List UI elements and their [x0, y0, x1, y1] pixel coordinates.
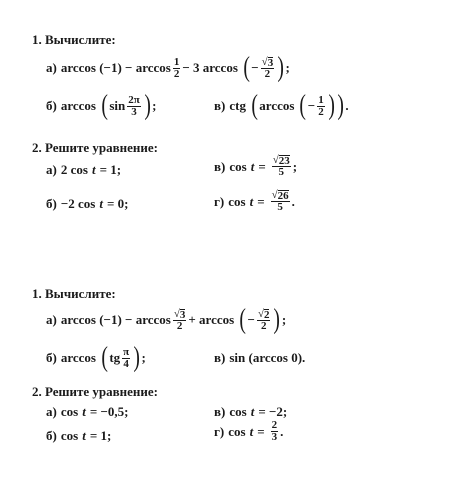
paren-close: ) [277, 52, 285, 83]
expr: 2 cos [60, 162, 88, 177]
numerator: 2 [271, 419, 278, 431]
var-t: t [249, 423, 254, 439]
label: а) [46, 404, 57, 419]
paren-open: ( [299, 90, 307, 121]
rhs: = 1; [99, 162, 122, 177]
numerator: √ 3 [173, 307, 186, 321]
paren-open: ( [251, 90, 258, 121]
var-t: t [249, 193, 254, 209]
end: ; [141, 350, 146, 365]
task-2v-b [214, 404, 287, 420]
denominator: 3 [131, 105, 137, 118]
label: б) [46, 350, 57, 365]
eq-sign: = [257, 423, 265, 439]
section-2-heading: 2. Решите уравнение: [32, 140, 159, 155]
expr: sin (arccos 0). [229, 350, 306, 365]
end: . [345, 98, 349, 113]
expr-part: arccos (−1) − arccos [60, 60, 171, 75]
radicand: 23 [278, 155, 290, 167]
var-t: t [82, 404, 86, 419]
label: а) [46, 162, 57, 177]
numerator: √ 2 [257, 307, 270, 321]
rhs: = 1; [89, 428, 112, 443]
task-1b-b [46, 344, 146, 372]
expr: cos [60, 404, 79, 419]
paren-close: ) [328, 90, 335, 121]
task-1b [46, 92, 156, 120]
end: . [280, 423, 284, 439]
minus: − [247, 312, 255, 327]
eq-sign: = [258, 158, 266, 174]
denominator: 2 [173, 67, 180, 80]
var-t: t [99, 196, 103, 211]
numerator: π [123, 345, 130, 358]
task-1a [46, 54, 290, 82]
label: в) [214, 350, 226, 365]
fraction [173, 309, 187, 332]
section-1-heading: 1. Вычислите: [32, 32, 116, 47]
task-2v [214, 155, 297, 178]
task-2g [214, 190, 295, 213]
radicand: 2 [263, 308, 270, 321]
expr: cos [228, 423, 246, 439]
paren-open: ( [101, 342, 108, 373]
section-2-heading-b: 2. Решите уравнение: [32, 384, 159, 399]
expr-part: arccos [60, 350, 96, 365]
label: а) [46, 60, 57, 75]
end: ; [285, 60, 290, 75]
paren-close: ) [273, 304, 281, 335]
task-2a [46, 162, 121, 178]
task-2a-b [46, 404, 128, 420]
expr-part: arccos [60, 98, 96, 113]
label: б) [46, 196, 57, 211]
expr-part: − 3 arccos [182, 60, 238, 75]
fraction [257, 309, 271, 332]
fraction [271, 420, 279, 443]
fraction [127, 95, 141, 118]
expr-part: arccos (−1) − arccos [60, 312, 171, 327]
func: sin [109, 98, 126, 113]
expr: cos [229, 158, 247, 174]
expr: cos [229, 404, 247, 419]
denominator: 2 [264, 67, 271, 80]
fraction [317, 95, 325, 118]
end: ; [152, 98, 157, 113]
var-t: t [250, 158, 255, 174]
denominator: 2 [318, 105, 324, 118]
numerator: √ 23 [272, 154, 290, 167]
paren-close: ) [337, 90, 344, 121]
expr-part: + arccos [188, 312, 235, 327]
denominator: 5 [278, 166, 285, 178]
task-2b-b [46, 428, 111, 444]
minus: − [251, 60, 259, 75]
fraction [272, 155, 291, 178]
task-2g-b [214, 420, 283, 443]
expr: cos [228, 193, 246, 209]
denominator: 5 [277, 201, 283, 213]
fraction [122, 347, 130, 370]
numerator: 1 [173, 55, 180, 68]
radicand: 26 [277, 190, 289, 202]
func: arccos [259, 98, 295, 113]
numerator: 2π [128, 93, 140, 106]
denominator: 2 [260, 319, 267, 332]
task-1v-b [214, 350, 305, 366]
eq-sign: = [257, 193, 265, 209]
expr: cos [60, 428, 79, 443]
denominator: 4 [123, 357, 129, 370]
radicand: 3 [179, 308, 186, 321]
label: в) [214, 158, 226, 174]
label: а) [46, 312, 57, 327]
paren-open: ( [239, 304, 247, 335]
paren-close: ) [133, 342, 141, 373]
label: в) [214, 98, 226, 113]
func: ctg [229, 98, 246, 113]
paren-open: ( [243, 52, 250, 83]
fraction [173, 57, 181, 80]
label: г) [214, 193, 225, 209]
fraction [271, 190, 290, 213]
var-t: t [82, 428, 86, 443]
func: tg [109, 350, 121, 365]
radicand: 3 [267, 56, 274, 69]
label: б) [46, 428, 57, 443]
var-t: t [250, 404, 255, 419]
minus: − [307, 98, 316, 113]
numerator: 1 [318, 93, 324, 106]
denominator: 2 [176, 319, 183, 332]
rhs: = −0,5; [89, 404, 129, 419]
fraction [261, 57, 275, 80]
section-1-heading-b: 1. Вычислите: [32, 286, 116, 301]
end: ; [292, 158, 298, 174]
label: б) [46, 98, 57, 113]
end: . [291, 193, 295, 209]
paren-open: ( [101, 90, 108, 121]
rhs: = −2; [258, 404, 288, 419]
task-1a-b [46, 306, 286, 334]
task-1v [214, 92, 349, 120]
var-t: t [91, 162, 96, 177]
task-2b [46, 196, 128, 212]
label: в) [214, 404, 226, 419]
numerator: √ 3 [261, 55, 274, 69]
rhs: = 0; [106, 196, 129, 211]
label: г) [214, 423, 225, 439]
end: ; [281, 312, 287, 327]
numerator: √ 26 [271, 189, 289, 202]
expr: −2 cos [60, 196, 96, 211]
paren-close: ) [144, 90, 151, 121]
denominator: 3 [271, 431, 278, 443]
